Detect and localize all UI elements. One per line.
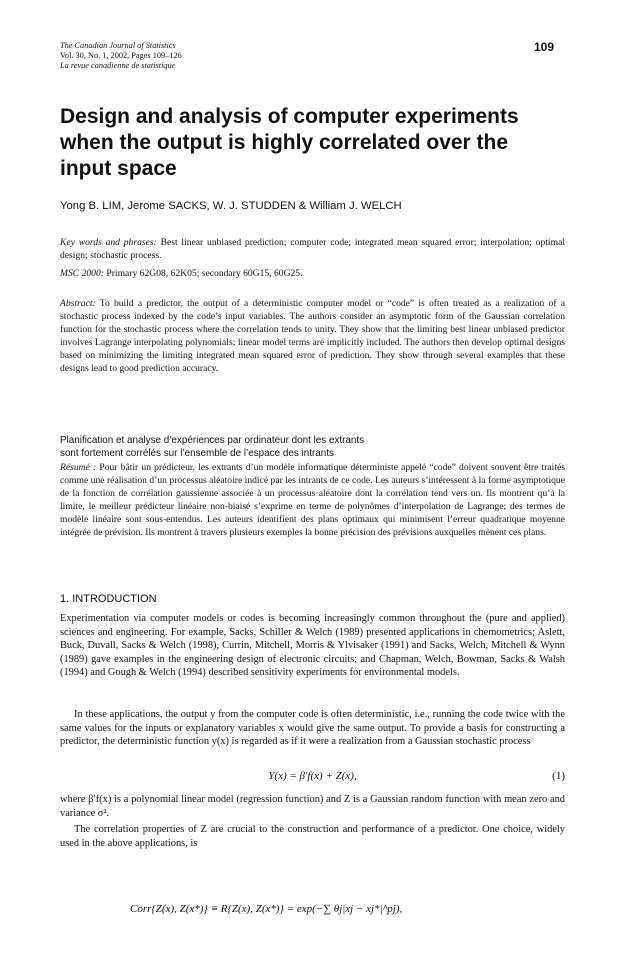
journal-name-french: La revue canadienne de statistique bbox=[60, 61, 176, 70]
intro-paragraph-1: Experimentation via computer models or codes is becoming increasingly common throughout the (pure and applied) sciences and engineering. For example, Sacks, Schiller & Welch (1989) presented applications in chemometrics; Aslett, Buck, Duvall, Sacks & Welch (1998), Currin, Mitchell, Morris & Ylvisaker (1991) and Sacks, Welch, Mitchell & Wynn (1989) gave examples in the engineering design of electronic circuits; and Chapman, Welch, Bowman, Sacks & Walsh (1994) and Gough & Welch (1994) described sensitivity experiments for environmental models. bbox=[60, 613, 565, 679]
msc-label: MSC 2000: bbox=[60, 268, 104, 279]
equation-1-number: (1) bbox=[552, 770, 565, 782]
equation-2: Corr{Z(x), Z(x*)} ≡ R{Z(x), Z(x*)} = exp(−∑ θj|xj − xj*|^pj), bbox=[130, 903, 403, 915]
french-abstract bbox=[60, 461, 565, 539]
intro-paragraph-3: where β′f(x) is a polynomial linear model (regression function) and Z is a Gaussian random function with mean zero and variance σ². bbox=[60, 794, 565, 819]
equation-1 bbox=[60, 770, 565, 786]
keywords-text: Best linear unbiased prediction; computer code; integrated mean squared error; interpolation; optimal design; stochastic process. bbox=[60, 237, 565, 261]
journal-name: The Canadian Journal of Statistics bbox=[60, 41, 176, 50]
french-title-line1: Planification et analyse d’expériences par ordinateur dont les extrants bbox=[60, 435, 365, 446]
abstract-label: Abstract: bbox=[60, 298, 96, 309]
equation-1-expression: Y(x) = β′f(x) + Z(x), bbox=[268, 770, 357, 782]
french-title-line2: sont fortement corrélés sur l’ensemble de l’espace des intrants bbox=[60, 447, 334, 459]
paper-title: Design and analysis of computer experiments when the output is highly correlated over the input space bbox=[60, 105, 519, 180]
resume-label: Résumé : bbox=[60, 462, 97, 473]
journal-info bbox=[60, 41, 182, 71]
abstract-text: To build a predictor, the output of a deterministic computer model or “code” is often treated as a realization of a stochastic process indexed by the code’s input variables. The authors consider an asymptotic form of the Gaussian correlation function for the stochastic process where the correlation tends to unity. They show that the limiting best linear unbiased predictor involves Lagrange interpolating polynomials; linear model terms are implicitly included. The authors then develop optimal designs based on minimizing the limiting integrated mean squared error of prediction. They show through several examples that these designs lead to good prediction accuracy. bbox=[60, 298, 565, 374]
author-list: Yong B. LIM, Jerome SACKS, W. J. STUDDEN & William J. WELCH bbox=[60, 200, 402, 212]
journal-volume: Vol. 30, No. 1, 2002, Pages 109–126 bbox=[60, 51, 182, 60]
msc-text: Primary 62G08, 62K05; secondary 60G15, 60G25. bbox=[106, 268, 303, 279]
intro-paragraph-4: The correlation properties of Z are crucial to the construction and performance of a predictor. One choice, widely used in the above applications, is bbox=[60, 824, 565, 849]
msc-classification bbox=[60, 267, 565, 280]
section-heading: 1. INTRODUCTION bbox=[60, 593, 157, 605]
page-number: 109 bbox=[534, 40, 555, 54]
french-title bbox=[60, 435, 565, 460]
intro-paragraph-2: In these applications, the output y from the computer code is often deterministic, i.e., running the code twice with the same values for the inputs or explanatory variables x would give the same output. To provide a basis for constructing a predictor, the deterministic function y(x) is regarded as if it were a realization from a Gaussian stochastic process bbox=[60, 709, 565, 748]
keywords bbox=[60, 236, 565, 262]
resume-text: Pour bâtir un prédicteur, les extrants d’un modèle informatique déterministe appelé “code” doivent souvent être traités comme une réalisation d’un processus aléatoire indicé par les intrants de ce code. Les auteurs s’intéressent à la forme asymptotique de la fonction de corrélation gaussienne associée à un processus aléatoire dont la corrélation tend vers un. Ils montrent qu’à la limite, le meilleur prédicteur linéaire non-biaisé s’exprime en terme de polynômes d’interpolation de Lagrange; des termes de modèle linéaire sont sous-entendus. Les auteurs identifient des plans optimaux qui minimisent l’erreur quadratique moyenne intégrée de prévision. Ils montrent à travers plusieurs exemples la bonne précision des prévisions auxquelles mènent ces plans. bbox=[60, 462, 565, 538]
keywords-label: Key words and phrases: bbox=[60, 237, 157, 248]
abstract bbox=[60, 297, 565, 375]
